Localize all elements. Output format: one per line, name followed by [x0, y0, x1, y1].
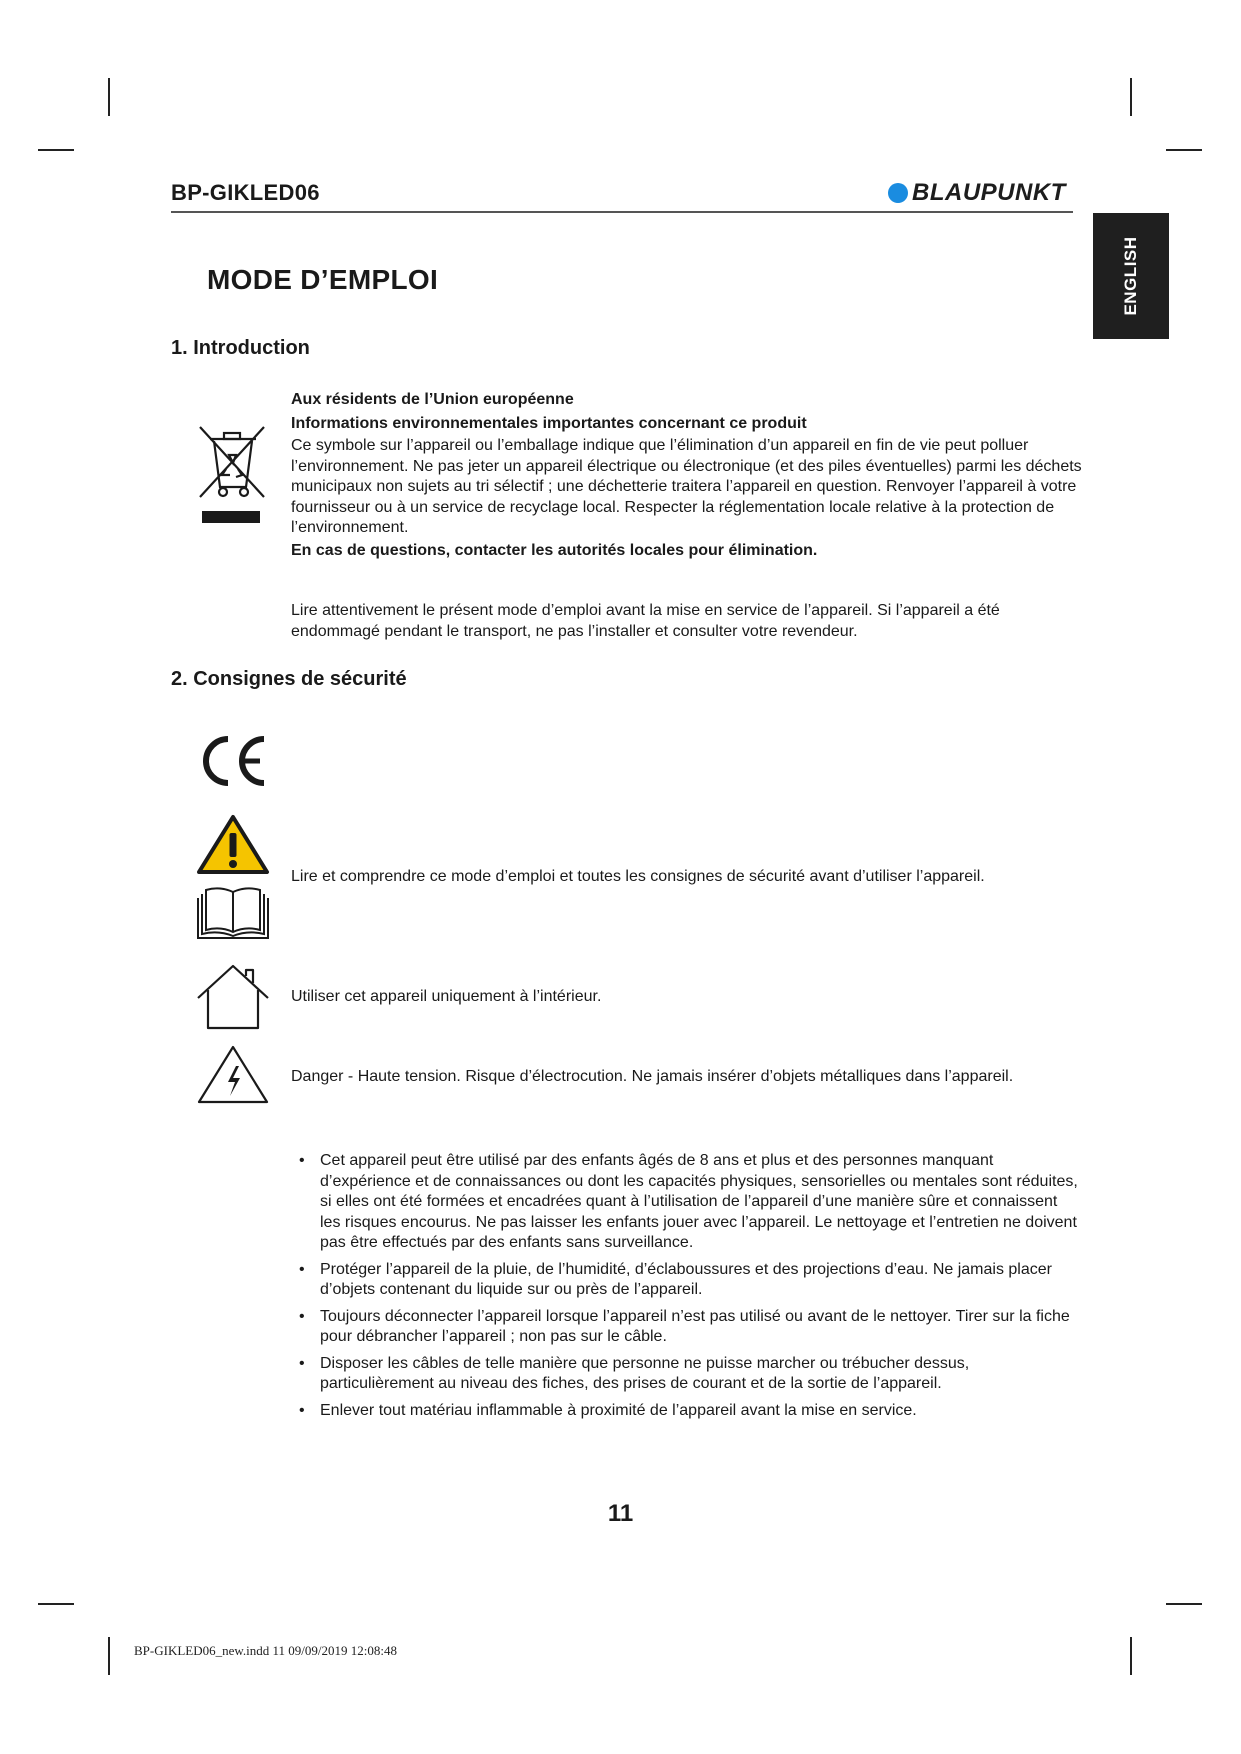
environment-info-body: Ce symbole sur l’appareil ou l’emballage indique que l’élimination d’un appareil en fin de vie peut polluer l’environnement. Ne pas jeter un appareil électrique ou électronique (et des piles éventuelles) parmi les déchets municipaux non sujets au tri sélectif ; une déchetterie traitera l’appareil en question. Renvoyer l’appareil à votre fournisseur ou à un service de recyclage local. Respecter la réglementation locale relative à la protection de l’environnement.	[291, 437, 1082, 536]
language-tab-label: ENGLISH	[1121, 236, 1140, 316]
language-tab	[1093, 213, 1169, 339]
crop-mark	[1166, 1603, 1202, 1605]
disposal-questions-note: En cas de questions, contacter les autorités locales pour élimination.	[291, 542, 818, 559]
high-voltage-icon	[196, 1044, 270, 1106]
list-item: • Enlever tout matériau inflammable à proximité de l’appareil avant la mise en service.	[298, 1401, 1078, 1422]
brand-name: BLAUPUNKT	[912, 179, 1066, 206]
header-divider	[171, 211, 1073, 213]
eu-residents-heading: Aux résidents de l’Union européenne	[291, 391, 574, 408]
high-voltage-warning-text: Danger - Haute tension. Risque d’électrocution. Ne jamais insérer d’objets métalliques dans l’appareil.	[291, 1068, 1014, 1085]
manual-book-icon	[196, 884, 270, 940]
crop-mark	[108, 1637, 110, 1675]
section-introduction-heading: 1. Introduction	[171, 337, 310, 359]
brand-dot-icon	[888, 183, 908, 203]
crop-mark	[1130, 1637, 1132, 1675]
file-info: BP-GIKLED06_new.indd 11 09/09/2019 12:08:48	[134, 1643, 397, 1658]
crop-mark	[38, 1603, 74, 1605]
ce-mark-icon	[198, 733, 270, 789]
read-manual-notice: Lire attentivement le présent mode d’emploi avant la mise en service de l’appareil. Si l’appareil a été endommagé pendant le transport, ne pas l’installer et consulter votre revendeur.	[291, 602, 1000, 640]
crop-mark	[1166, 149, 1202, 151]
brand-logo	[888, 180, 1066, 206]
warning-triangle-icon	[196, 814, 270, 876]
read-instructions-text: Lire et comprendre ce mode d’emploi et toutes les consignes de sécurité avant d’utiliser l’appareil.	[291, 868, 985, 885]
list-item: • Disposer les câbles de telle manière que personne ne puisse marcher ou trébucher dessus, particulièrement au niveau des fiches, des prises de courant et de la sortie de l’appareil.	[298, 1354, 1078, 1395]
indoor-house-icon	[196, 964, 270, 1030]
section-safety-heading: 2. Consignes de sécurité	[171, 668, 407, 690]
list-item: • Toujours déconnecter l’appareil lorsque l’appareil n’est pas utilisé ou avant de le nettoyer. Tirer sur la fiche pour débrancher l’appareil ; non pas sur le câble.	[298, 1307, 1078, 1348]
crop-mark	[1130, 78, 1132, 116]
list-item: • Protéger l’appareil de la pluie, de l’humidité, d’éclaboussures et des projections d’eau. Ne jamais placer d’objets contenant du liquide sur ou près de l’appareil.	[298, 1260, 1078, 1301]
crop-mark	[108, 78, 110, 116]
crop-mark	[38, 149, 74, 151]
document-title: MODE D’EMPLOI	[207, 264, 439, 295]
list-item: • Cet appareil peut être utilisé par des enfants âgés de 8 ans et plus et des personnes manquant d’expérience et de connaissances ou dont les capacités physiques, sensorielles ou mentales sont réduites, si elles ont été formées et encadrées quant à l’utilisation de l’appareil d’une manière sûre et connaissent les risques encourus. Ne pas laisser les enfants jouer avec l’appareil. Le nettoyage et l’entretien ne doivent pas être effectués par des enfants sans surveillance.	[298, 1151, 1078, 1254]
environment-info-heading: Informations environnementales importantes concernant ce produit	[291, 415, 807, 432]
weee-bin-icon	[196, 425, 268, 529]
safety-bullet-list	[298, 1151, 1078, 1427]
page-number: 11	[607, 1500, 634, 1527]
indoor-use-text: Utiliser cet appareil uniquement à l’intérieur.	[291, 988, 602, 1005]
model-title: BP-GIKLED06	[171, 180, 320, 205]
